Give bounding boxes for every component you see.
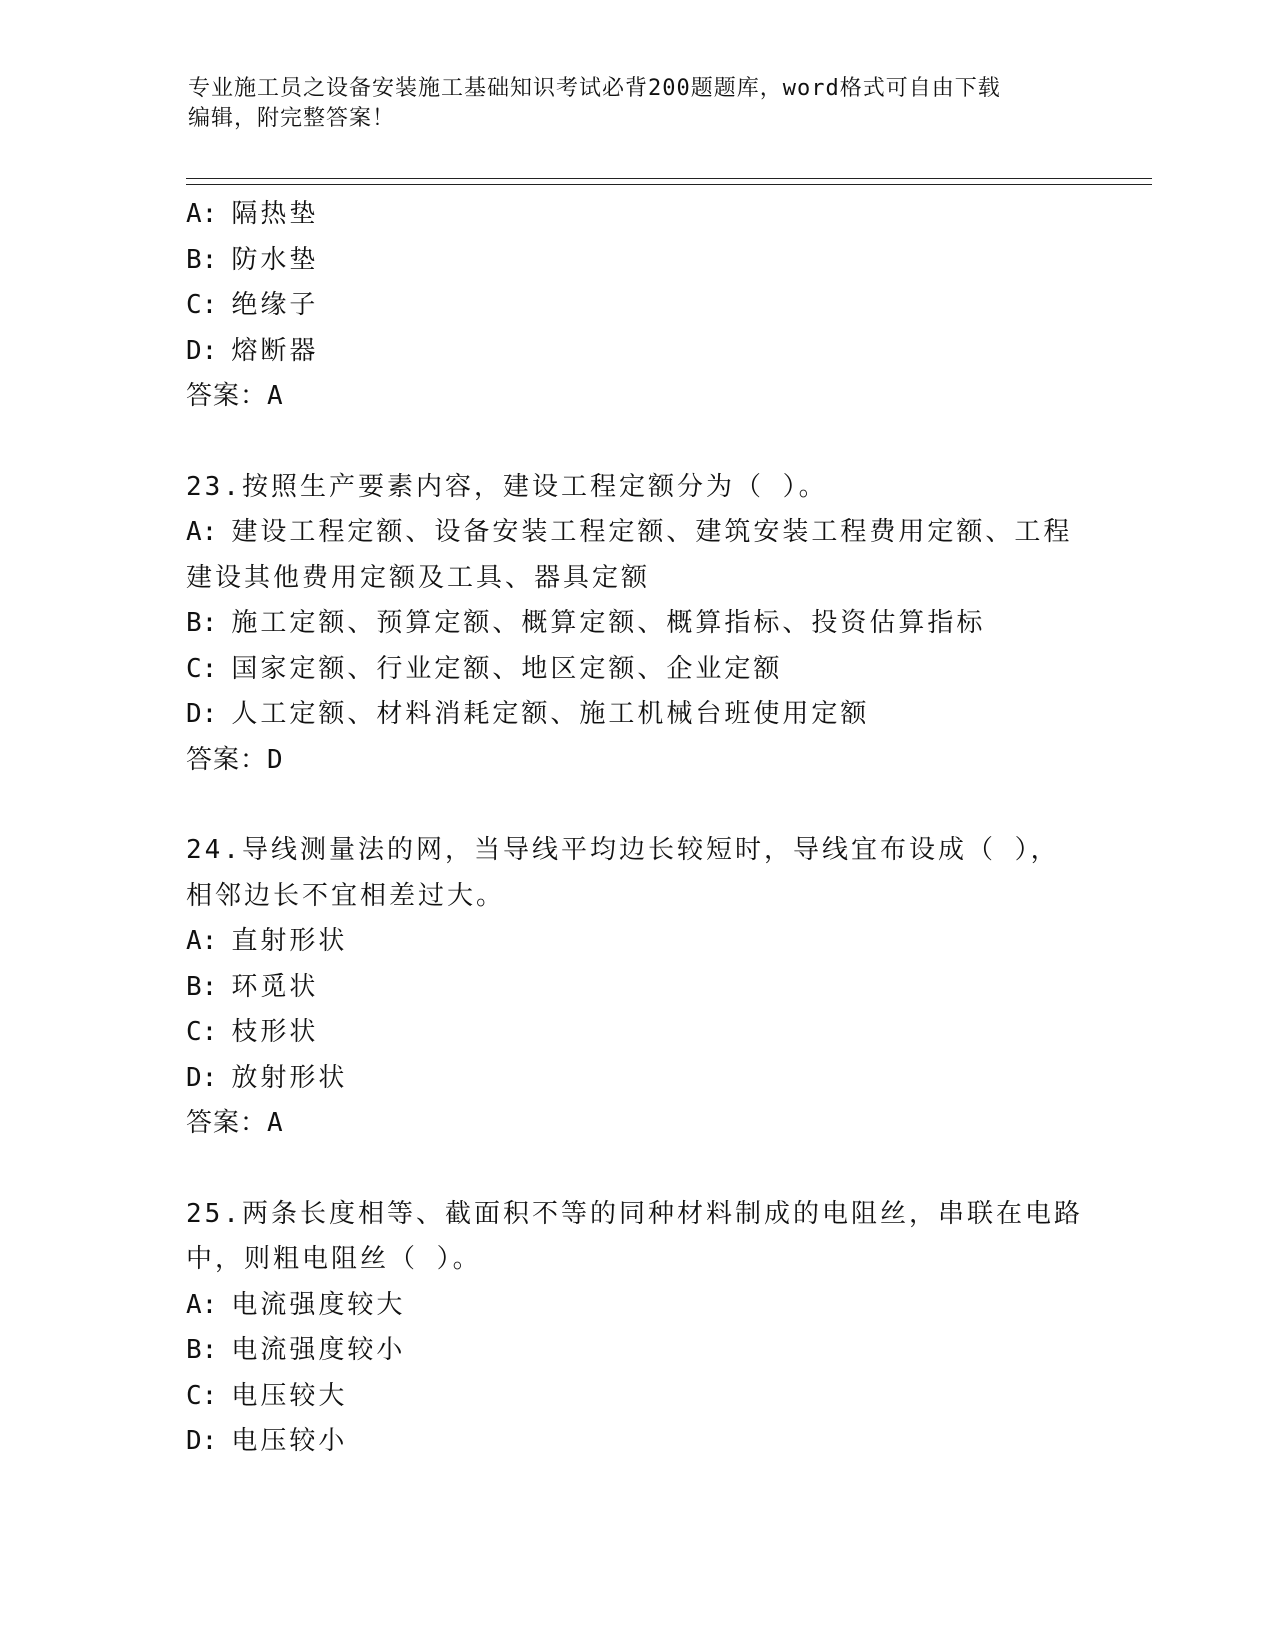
question-stem-continuation: 中，则粗电阻丝（ ）。 — [186, 1244, 482, 1274]
option-d: D: 人工定额、材料消耗定额、施工机械台班使用定额 — [186, 699, 870, 729]
header-line-2: 编辑，附完整答案！ — [188, 106, 396, 131]
question-content — [186, 192, 1086, 1465]
question-23 — [186, 465, 1086, 784]
option-a: A: 建设工程定额、设备安装工程定额、建筑安装工程费用定额、工程 — [186, 517, 1073, 547]
question-stem: 23.按照生产要素内容，建设工程定额分为（ ）。 — [186, 471, 828, 502]
option-c: C: 枝形状 — [186, 1017, 319, 1047]
header-divider-top — [186, 178, 1152, 179]
answer-line: 答案：A — [186, 381, 284, 411]
option-a: A: 隔热垫 — [186, 199, 319, 229]
option-b: B: 环觅状 — [186, 971, 319, 1002]
header-divider-bottom — [186, 184, 1152, 185]
question-22 — [186, 192, 1086, 420]
option-d: D: 放射形状 — [186, 1062, 348, 1093]
option-a-continuation: 建设其他费用定额及工具、器具定额 — [186, 562, 651, 593]
question-25 — [186, 1192, 1086, 1465]
option-c: C: 电压较大 — [186, 1380, 348, 1411]
option-d: D: 电压较小 — [186, 1426, 348, 1456]
option-a: A: 直射形状 — [186, 926, 348, 956]
question-stem-continuation: 相邻边长不宜相差过大。 — [186, 880, 506, 911]
option-d: D: 熔断器 — [186, 335, 319, 366]
document-header — [188, 74, 1088, 134]
option-a: A: 电流强度较大 — [186, 1289, 406, 1320]
answer-line: 答案：D — [186, 744, 284, 775]
question-stem: 24.导线测量法的网，当导线平均边长较短时，导线宜布设成（ ）， — [186, 835, 1060, 865]
question-stem: 25.两条长度相等、截面积不等的同种材料制成的电阻丝，串联在电路 — [186, 1198, 1083, 1229]
option-c: C: 绝缘子 — [186, 290, 319, 320]
answer-line: 答案：A — [186, 1108, 284, 1138]
option-c: C: 国家定额、行业定额、地区定额、企业定额 — [186, 653, 783, 684]
option-b: B: 电流强度较小 — [186, 1335, 406, 1365]
header-line-1: 专业施工员之设备安装施工基础知识考试必背200题题库，word格式可自由下载 — [188, 76, 1001, 101]
question-24 — [186, 828, 1086, 1147]
option-b: B: 防水垫 — [186, 244, 319, 275]
option-b: B: 施工定额、预算定额、概算定额、概算指标、投资估算指标 — [186, 608, 986, 638]
